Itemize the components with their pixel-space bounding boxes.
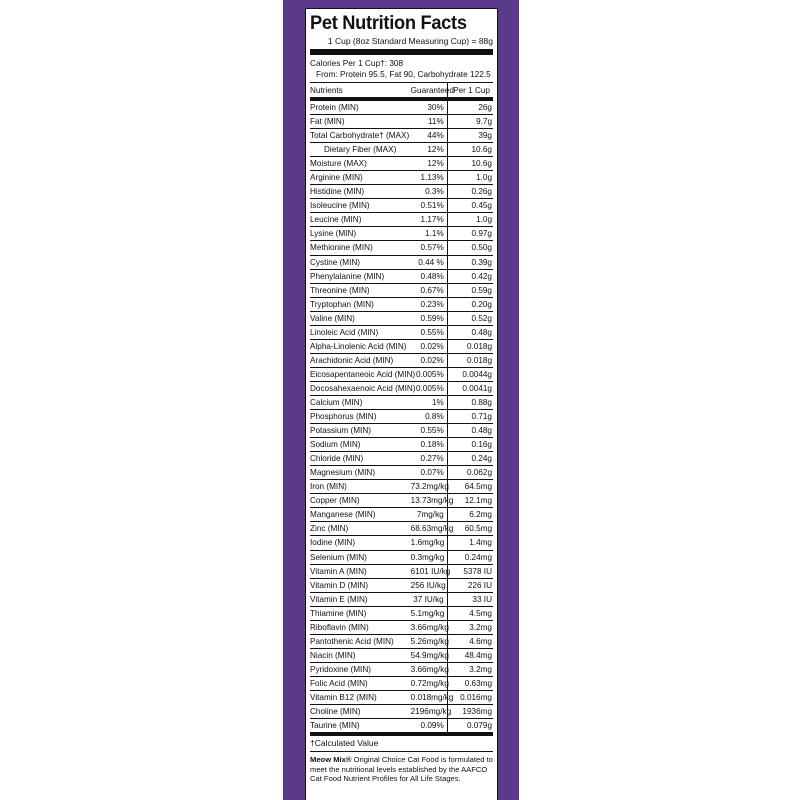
per-cup-value: 0.42g	[447, 269, 493, 283]
per-cup-value: 0.018g	[447, 353, 493, 367]
table-row	[310, 676, 493, 690]
table-row	[310, 620, 493, 634]
table-row	[310, 255, 493, 269]
per-cup-value: 4.5mg	[447, 606, 493, 620]
nutrient-name: Total Carbohydrate† (MAX)	[310, 129, 411, 143]
table-row	[310, 213, 493, 227]
nutrient-name: Arachidonic Acid (MIN)	[310, 353, 411, 367]
per-cup-value: 1.0g	[447, 171, 493, 185]
per-cup-value: 0.0044g	[447, 367, 493, 381]
nutrient-name: Moisture (MAX)	[310, 157, 411, 171]
nutrient-name: Pantothenic Acid (MIN)	[310, 634, 411, 648]
nutrient-name: Sodium (MIN)	[310, 438, 411, 452]
per-cup-value: 0.0041g	[447, 381, 493, 395]
guaranteed-value: 0.27%	[411, 452, 448, 466]
nutrients-table	[310, 83, 493, 736]
per-cup-value: 0.24g	[447, 452, 493, 466]
nutrient-name: Calcium (MIN)	[310, 395, 411, 409]
guaranteed-value: 12%	[411, 157, 448, 171]
table-row	[310, 508, 493, 522]
per-cup-value: 6.2mg	[447, 508, 493, 522]
table-row	[310, 522, 493, 536]
table-row	[310, 171, 493, 185]
nutrient-name: Iron (MIN)	[310, 480, 411, 494]
nutrition-facts-panel	[305, 8, 498, 800]
guaranteed-value: 5.1mg/kg	[411, 606, 448, 620]
table-row	[310, 115, 493, 129]
per-cup-value: 0.63mg	[447, 676, 493, 690]
table-row	[310, 452, 493, 466]
nutrient-name: Alpha-Linolenic Acid (MIN)	[310, 339, 411, 353]
per-cup-value: 0.062g	[447, 466, 493, 480]
per-cup-value: 0.48g	[447, 424, 493, 438]
nutrient-name: Chloride (MIN)	[310, 452, 411, 466]
nutrient-name: Arginine (MIN)	[310, 171, 411, 185]
nutrient-name: Iodine (MIN)	[310, 536, 411, 550]
statement-text: Original Choice Cat Food is formulated to meet the nutritional levels established by the AAFCO Cat Food Nutrient Profiles for All Life Stages.	[310, 755, 493, 784]
table-row	[310, 480, 493, 494]
nutrient-name: Vitamin A (MIN)	[310, 564, 411, 578]
table-row	[310, 662, 493, 676]
per-cup-value: 10.6g	[447, 143, 493, 157]
nutrient-name: Isoleucine (MIN)	[310, 199, 411, 213]
serving-size: 1 Cup (8oz Standard Measuring Cup) = 88g	[310, 35, 493, 55]
nutrient-name: Niacin (MIN)	[310, 648, 411, 662]
nutrient-name: Manganese (MIN)	[310, 508, 411, 522]
per-cup-value: 3.2mg	[447, 620, 493, 634]
guaranteed-value: 0.07%	[411, 466, 448, 480]
per-cup-value: 0.24mg	[447, 550, 493, 564]
per-cup-value: 33 IU	[447, 592, 493, 606]
header-nutrients: Nutrients	[310, 83, 411, 99]
guaranteed-value: 2196mg/kg	[411, 705, 448, 719]
per-cup-value: 1936mg	[447, 705, 493, 719]
nutrient-name: Methionine (MIN)	[310, 241, 411, 255]
table-row	[310, 241, 493, 255]
table-row	[310, 339, 493, 353]
guaranteed-value: 0.09%	[411, 719, 448, 735]
per-cup-value: 1.0g	[447, 213, 493, 227]
nutrient-name: Magnesium (MIN)	[310, 466, 411, 480]
guaranteed-value: 54.9mg/kg	[411, 648, 448, 662]
table-row	[310, 367, 493, 381]
guaranteed-value: 0.55%	[411, 325, 448, 339]
brand-name: Meow Mix®	[310, 755, 352, 765]
table-row	[310, 311, 493, 325]
guaranteed-value: 0.005%	[411, 381, 448, 395]
table-row	[310, 648, 493, 662]
per-cup-value: 64.5mg	[447, 480, 493, 494]
guaranteed-value: 6101 IU/kg	[411, 564, 448, 578]
header-guaranteed: Guaranteed	[411, 83, 448, 99]
guaranteed-value: 256 IU/kg	[411, 578, 448, 592]
per-cup-value: 0.016mg	[447, 690, 493, 704]
per-cup-value: 0.97g	[447, 227, 493, 241]
nutrient-name: Tryptophan (MIN)	[310, 297, 411, 311]
table-row	[310, 690, 493, 704]
guaranteed-value: 11%	[411, 115, 448, 129]
table-row	[310, 199, 493, 213]
nutrient-name: Histidine (MIN)	[310, 185, 411, 199]
nutrient-name: Thiamine (MIN)	[310, 606, 411, 620]
guaranteed-value: 0.8%	[411, 410, 448, 424]
guaranteed-value: 0.72mg/kg	[411, 676, 448, 690]
guaranteed-value: 12%	[411, 143, 448, 157]
guaranteed-value: 1.6mg/kg	[411, 536, 448, 550]
nutrient-name: Valine (MIN)	[310, 311, 411, 325]
per-cup-value: 0.20g	[447, 297, 493, 311]
guaranteed-value: 68.63mg/kg	[411, 522, 448, 536]
nutrient-name: Folic Acid (MIN)	[310, 676, 411, 690]
table-row	[310, 578, 493, 592]
nutrient-name: Vitamin E (MIN)	[310, 592, 411, 606]
nutrient-name: Vitamin B12 (MIN)	[310, 690, 411, 704]
aafco-statement	[310, 752, 493, 784]
per-cup-value: 0.018g	[447, 339, 493, 353]
table-row	[310, 129, 493, 143]
nutrient-name: Riboflavin (MIN)	[310, 620, 411, 634]
nutrient-name: Docosahexaenoic Acid (MIN)	[310, 381, 411, 395]
table-row	[310, 705, 493, 719]
nutrient-name: Protein (MIN)	[310, 99, 411, 115]
table-row	[310, 494, 493, 508]
guaranteed-value: 0.51%	[411, 199, 448, 213]
table-row	[310, 325, 493, 339]
table-row	[310, 297, 493, 311]
table-row	[310, 606, 493, 620]
per-cup-value: 0.26g	[447, 185, 493, 199]
guaranteed-value: 0.44 %	[411, 255, 448, 269]
table-header-row	[310, 83, 493, 99]
calories-from-line: From: Protein 95.5, Fat 90, Carbohydrate 122.5	[310, 69, 493, 83]
header-per-cup: Per 1 Cup	[447, 83, 493, 99]
nutrient-name: Choline (MIN)	[310, 705, 411, 719]
table-row	[310, 143, 493, 157]
per-cup-value: 0.079g	[447, 719, 493, 735]
per-cup-value: 0.39g	[447, 255, 493, 269]
per-cup-value: 60.5mg	[447, 522, 493, 536]
guaranteed-value: 0.018mg/kg	[411, 690, 448, 704]
nutrient-name: Phosphorus (MIN)	[310, 410, 411, 424]
guaranteed-value: 0.02%	[411, 353, 448, 367]
guaranteed-value: 44%	[411, 129, 448, 143]
guaranteed-value: 0.3mg/kg	[411, 550, 448, 564]
per-cup-value: 0.71g	[447, 410, 493, 424]
nutrient-name: Leucine (MIN)	[310, 213, 411, 227]
table-row	[310, 564, 493, 578]
nutrient-name: Taurine (MIN)	[310, 719, 411, 735]
table-row	[310, 283, 493, 297]
nutrient-name: Phenylalanine (MIN)	[310, 269, 411, 283]
guaranteed-value: 3.66mg/kg	[411, 620, 448, 634]
guaranteed-value: 1.17%	[411, 213, 448, 227]
guaranteed-value: 0.02%	[411, 339, 448, 353]
table-row	[310, 550, 493, 564]
nutrient-name: Dietary Fiber (MAX)	[310, 143, 411, 157]
table-row	[310, 424, 493, 438]
table-row	[310, 466, 493, 480]
nutrient-name: Selenium (MIN)	[310, 550, 411, 564]
table-row	[310, 536, 493, 550]
nutrient-name: Vitamin D (MIN)	[310, 578, 411, 592]
guaranteed-value: 7mg/kg	[411, 508, 448, 522]
table-row	[310, 353, 493, 367]
guaranteed-value: 0.57%	[411, 241, 448, 255]
nutrient-name: Lysine (MIN)	[310, 227, 411, 241]
per-cup-value: 4.6mg	[447, 634, 493, 648]
guaranteed-value: 37 IU/kg	[411, 592, 448, 606]
table-row	[310, 99, 493, 115]
calories-line: Calories Per 1 Cup†: 308	[310, 58, 404, 68]
guaranteed-value: 13.73mg/kg	[411, 494, 448, 508]
per-cup-value: 12.1mg	[447, 494, 493, 508]
guaranteed-value: 0.48%	[411, 269, 448, 283]
guaranteed-value: 73.2mg/kg	[411, 480, 448, 494]
table-row	[310, 438, 493, 452]
guaranteed-value: 0.3%	[411, 185, 448, 199]
table-row	[310, 227, 493, 241]
guaranteed-value: 0.67%	[411, 283, 448, 297]
guaranteed-value: 1.13%	[411, 171, 448, 185]
footnote: †Calculated Value	[310, 736, 493, 752]
nutrient-name: Zinc (MIN)	[310, 522, 411, 536]
guaranteed-value: 30%	[411, 99, 448, 115]
per-cup-value: 0.52g	[447, 311, 493, 325]
per-cup-value: 3.2mg	[447, 662, 493, 676]
per-cup-value: 0.48g	[447, 325, 493, 339]
guaranteed-value: 0.18%	[411, 438, 448, 452]
per-cup-value: 10.6g	[447, 157, 493, 171]
nutrient-name: Pyridoxine (MIN)	[310, 662, 411, 676]
per-cup-value: 0.45g	[447, 199, 493, 213]
per-cup-value: 0.59g	[447, 283, 493, 297]
table-row	[310, 381, 493, 395]
table-row	[310, 395, 493, 409]
per-cup-value: 1.4mg	[447, 536, 493, 550]
guaranteed-value: 1.1%	[411, 227, 448, 241]
nutrient-name: Linoleic Acid (MIN)	[310, 325, 411, 339]
table-row	[310, 719, 493, 735]
nutrient-name: Fat (MIN)	[310, 115, 411, 129]
nutrient-name: Cystine (MIN)	[310, 255, 411, 269]
nutrient-name: Potassium (MIN)	[310, 424, 411, 438]
table-row	[310, 634, 493, 648]
table-row	[310, 185, 493, 199]
guaranteed-value: 0.005%	[411, 367, 448, 381]
guaranteed-value: 0.55%	[411, 424, 448, 438]
nutrient-name: Threonine (MIN)	[310, 283, 411, 297]
per-cup-value: 226 IU	[447, 578, 493, 592]
per-cup-value: 39g	[447, 129, 493, 143]
panel-title: Pet Nutrition Facts	[310, 13, 467, 34]
per-cup-value: 0.16g	[447, 438, 493, 452]
per-cup-value: 48.4mg	[447, 648, 493, 662]
guaranteed-value: 3.66mg/kg	[411, 662, 448, 676]
per-cup-value: 5378 IU	[447, 564, 493, 578]
guaranteed-value: 1%	[411, 395, 448, 409]
per-cup-value: 9.7g	[447, 115, 493, 129]
per-cup-value: 26g	[447, 99, 493, 115]
table-row	[310, 157, 493, 171]
per-cup-value: 0.88g	[447, 395, 493, 409]
guaranteed-value: 5.26mg/kg	[411, 634, 448, 648]
per-cup-value: 0.50g	[447, 241, 493, 255]
guaranteed-value: 0.59%	[411, 311, 448, 325]
table-row	[310, 410, 493, 424]
guaranteed-value: 0.23%	[411, 297, 448, 311]
nutrient-name: Eicosapentaneoic Acid (MIN)	[310, 367, 411, 381]
table-row	[310, 592, 493, 606]
nutrient-name: Copper (MIN)	[310, 494, 411, 508]
table-row	[310, 269, 493, 283]
